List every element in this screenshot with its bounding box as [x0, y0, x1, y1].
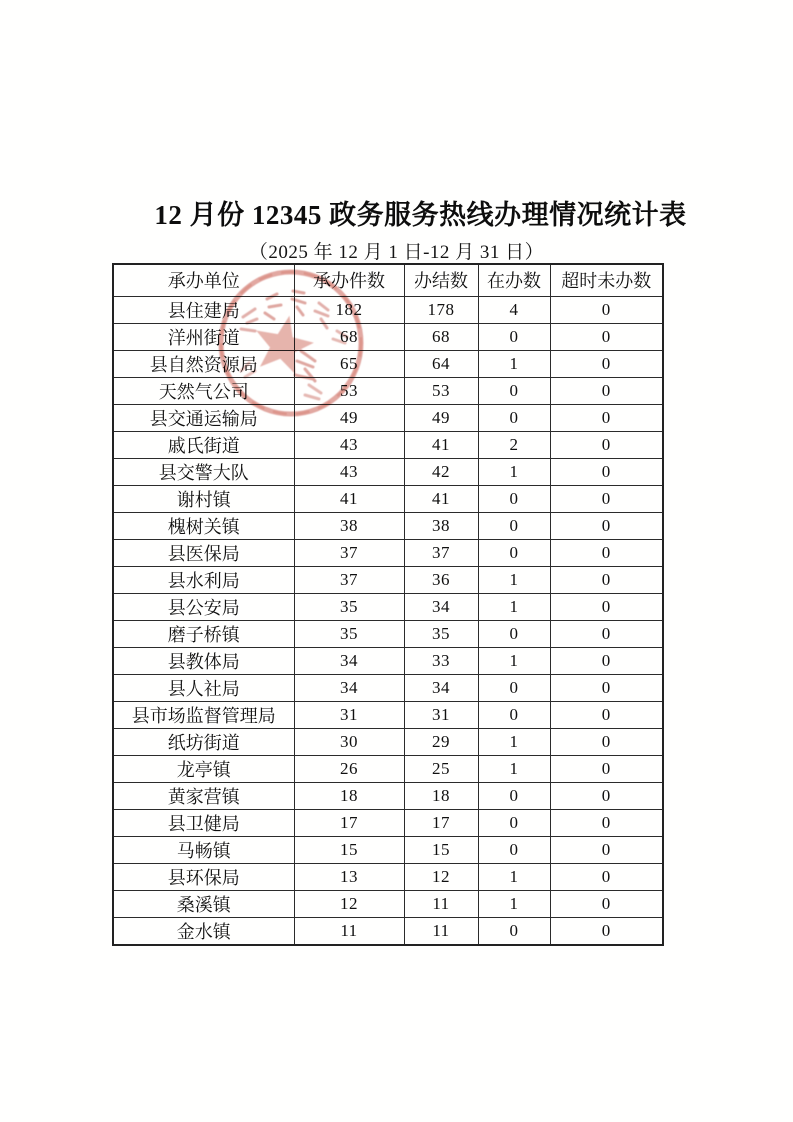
unit-cell: 县交通运输局: [113, 404, 294, 431]
table-row: [113, 809, 663, 836]
value-cell: 1: [478, 458, 550, 485]
unit-cell: 县卫健局: [113, 809, 294, 836]
value-cell: 1: [478, 350, 550, 377]
value-cell: 0: [478, 782, 550, 809]
value-cell: 37: [294, 566, 404, 593]
table-row: [113, 701, 663, 728]
value-cell: 41: [294, 485, 404, 512]
unit-cell: 县医保局: [113, 539, 294, 566]
table-row: [113, 647, 663, 674]
value-cell: 35: [294, 593, 404, 620]
value-cell: 35: [294, 620, 404, 647]
table-row: [113, 890, 663, 917]
unit-cell: 桑溪镇: [113, 890, 294, 917]
value-cell: 0: [478, 512, 550, 539]
value-cell: 0: [550, 566, 663, 593]
column-header: 承办单位: [113, 264, 294, 296]
value-cell: 0: [550, 485, 663, 512]
value-cell: 42: [404, 458, 478, 485]
table-row: [113, 593, 663, 620]
value-cell: 68: [294, 323, 404, 350]
value-cell: 0: [550, 863, 663, 890]
value-cell: 49: [294, 404, 404, 431]
unit-cell: 龙亭镇: [113, 755, 294, 782]
value-cell: 0: [550, 620, 663, 647]
unit-cell: 县环保局: [113, 863, 294, 890]
value-cell: 0: [478, 674, 550, 701]
value-cell: 0: [550, 512, 663, 539]
value-cell: 0: [550, 836, 663, 863]
value-cell: 1: [478, 566, 550, 593]
unit-cell: 洋州街道: [113, 323, 294, 350]
value-cell: 0: [550, 458, 663, 485]
value-cell: 0: [478, 539, 550, 566]
value-cell: 0: [550, 782, 663, 809]
value-cell: 43: [294, 458, 404, 485]
value-cell: 31: [294, 701, 404, 728]
value-cell: 35: [404, 620, 478, 647]
value-cell: 41: [404, 485, 478, 512]
unit-cell: 金水镇: [113, 917, 294, 945]
value-cell: 0: [550, 809, 663, 836]
value-cell: 18: [294, 782, 404, 809]
value-cell: 1: [478, 890, 550, 917]
table-row: [113, 863, 663, 890]
value-cell: 0: [478, 323, 550, 350]
table-row: [113, 728, 663, 755]
value-cell: 41: [404, 431, 478, 458]
value-cell: 17: [404, 809, 478, 836]
value-cell: 0: [550, 404, 663, 431]
value-cell: 1: [478, 755, 550, 782]
value-cell: 0: [478, 377, 550, 404]
page-title: 12 月份 12345 政务服务热线办理情况统计表: [154, 200, 687, 230]
value-cell: 2: [478, 431, 550, 458]
column-header: 承办件数: [294, 264, 404, 296]
value-cell: 0: [550, 323, 663, 350]
value-cell: 64: [404, 350, 478, 377]
value-cell: 0: [550, 701, 663, 728]
table-row: [113, 350, 663, 377]
table-row: [113, 566, 663, 593]
table-body: [113, 296, 663, 945]
table-row: [113, 782, 663, 809]
unit-cell: 县自然资源局: [113, 350, 294, 377]
value-cell: 11: [404, 917, 478, 945]
unit-cell: 槐树关镇: [113, 512, 294, 539]
value-cell: 4: [478, 296, 550, 323]
unit-cell: 谢村镇: [113, 485, 294, 512]
value-cell: 0: [550, 431, 663, 458]
value-cell: 11: [294, 917, 404, 945]
unit-cell: 县公安局: [113, 593, 294, 620]
value-cell: 0: [550, 647, 663, 674]
value-cell: 0: [478, 917, 550, 945]
value-cell: 0: [550, 728, 663, 755]
value-cell: 0: [550, 890, 663, 917]
table-row: [113, 377, 663, 404]
table-row: [113, 323, 663, 350]
value-cell: 17: [294, 809, 404, 836]
value-cell: 36: [404, 566, 478, 593]
value-cell: 25: [404, 755, 478, 782]
value-cell: 68: [404, 323, 478, 350]
value-cell: 18: [404, 782, 478, 809]
unit-cell: 戚氏街道: [113, 431, 294, 458]
unit-cell: 黄家营镇: [113, 782, 294, 809]
table-row: [113, 458, 663, 485]
table-row: [113, 836, 663, 863]
column-header: 超时未办数: [550, 264, 663, 296]
value-cell: 0: [478, 485, 550, 512]
table-row: [113, 431, 663, 458]
value-cell: 34: [404, 593, 478, 620]
value-cell: 178: [404, 296, 478, 323]
value-cell: 38: [294, 512, 404, 539]
value-cell: 13: [294, 863, 404, 890]
value-cell: 0: [478, 620, 550, 647]
value-cell: 1: [478, 728, 550, 755]
value-cell: 37: [404, 539, 478, 566]
unit-cell: 县教体局: [113, 647, 294, 674]
value-cell: 12: [404, 863, 478, 890]
value-cell: 0: [550, 296, 663, 323]
table-row: [113, 539, 663, 566]
unit-cell: 县交警大队: [113, 458, 294, 485]
unit-cell: 县市场监督管理局: [113, 701, 294, 728]
value-cell: 65: [294, 350, 404, 377]
unit-cell: 县人社局: [113, 674, 294, 701]
statistics-table: [112, 263, 664, 946]
value-cell: 0: [550, 674, 663, 701]
value-cell: 1: [478, 593, 550, 620]
unit-cell: 天然气公司: [113, 377, 294, 404]
value-cell: 15: [294, 836, 404, 863]
table-row: [113, 485, 663, 512]
table-row: [113, 296, 663, 323]
value-cell: 0: [550, 593, 663, 620]
value-cell: 30: [294, 728, 404, 755]
value-cell: 11: [404, 890, 478, 917]
table-row: [113, 755, 663, 782]
value-cell: 53: [294, 377, 404, 404]
value-cell: 53: [404, 377, 478, 404]
table-row: [113, 917, 663, 945]
value-cell: 182: [294, 296, 404, 323]
value-cell: 0: [550, 539, 663, 566]
unit-cell: 纸坊街道: [113, 728, 294, 755]
value-cell: 0: [478, 836, 550, 863]
value-cell: 1: [478, 647, 550, 674]
value-cell: 0: [550, 377, 663, 404]
table-row: [113, 404, 663, 431]
value-cell: 0: [550, 350, 663, 377]
value-cell: 33: [404, 647, 478, 674]
value-cell: 29: [404, 728, 478, 755]
unit-cell: 县住建局: [113, 296, 294, 323]
value-cell: 1: [478, 863, 550, 890]
value-cell: 34: [294, 674, 404, 701]
value-cell: 43: [294, 431, 404, 458]
value-cell: 0: [478, 701, 550, 728]
value-cell: 0: [550, 917, 663, 945]
value-cell: 0: [478, 809, 550, 836]
value-cell: 15: [404, 836, 478, 863]
table-header-row: [113, 264, 663, 296]
table-row: [113, 512, 663, 539]
table-row: [113, 620, 663, 647]
value-cell: 31: [404, 701, 478, 728]
value-cell: 0: [478, 404, 550, 431]
value-cell: 12: [294, 890, 404, 917]
value-cell: 34: [404, 674, 478, 701]
page-subtitle: （2025 年 12 月 1 日-12 月 31 日）: [248, 242, 545, 263]
value-cell: 34: [294, 647, 404, 674]
table-row: [113, 674, 663, 701]
column-header: 办结数: [404, 264, 478, 296]
value-cell: 0: [550, 755, 663, 782]
column-header: 在办数: [478, 264, 550, 296]
value-cell: 26: [294, 755, 404, 782]
value-cell: 38: [404, 512, 478, 539]
value-cell: 49: [404, 404, 478, 431]
value-cell: 37: [294, 539, 404, 566]
unit-cell: 马畅镇: [113, 836, 294, 863]
unit-cell: 县水利局: [113, 566, 294, 593]
unit-cell: 磨子桥镇: [113, 620, 294, 647]
